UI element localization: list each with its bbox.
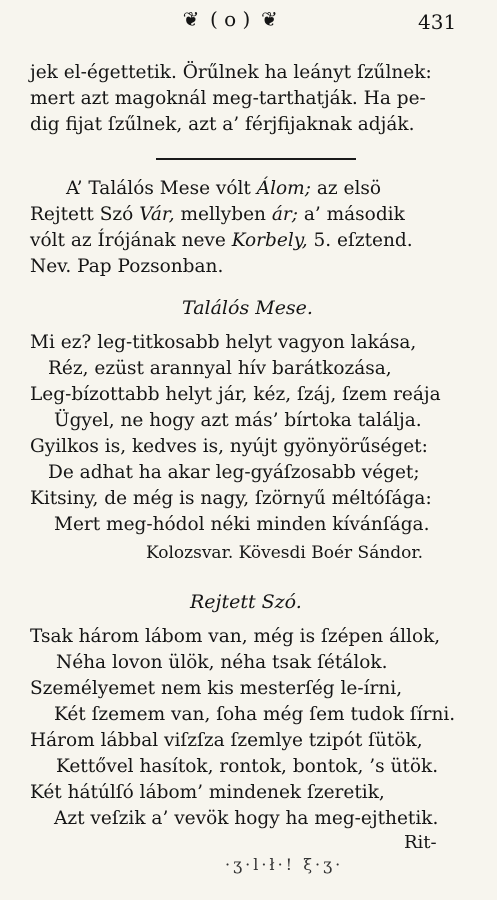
solution-text: A’ Találós Mese vólt [66, 178, 257, 199]
solution-answer: Álom; [256, 178, 311, 199]
riddle-verse-line: Réz, ezüst arannyal hív barátkozása, [48, 358, 392, 379]
solution-line-4: Nev. Pap Pozsonban. [30, 256, 224, 277]
intro-line: dig fijat ſzűlnek, azt a’ férjfijaknak adják. [30, 114, 415, 135]
solution-text: az elsö [310, 178, 381, 199]
header-ornament [178, 6, 338, 32]
section-divider [156, 158, 356, 160]
riddle-verse-line: Gyilkos is, kedves is, nyújt gyönyörűséget: [30, 436, 428, 457]
solution-text: Rejtett Szó [30, 204, 140, 225]
solution-line-3 [30, 230, 413, 252]
hidden-word-verse-line: Kettővel hasítok, rontok, bontok, ’s ütök. [56, 756, 439, 777]
riddle-verse-line: Mi ez? leg-titkosabb helyt vagyon lakása, [30, 332, 417, 353]
solution-answer: ár; [271, 204, 298, 225]
fleuron-right-icon: ❦ [260, 7, 278, 31]
solution-text: 5. eſztend. [307, 230, 413, 251]
solution-line-2 [30, 204, 405, 226]
hidden-word-verse-line: Három lábbal viſzſza ſzemlye tzipót ſütök, [30, 730, 423, 751]
hidden-word-verse-line: Két ſzemem van, ſoha még ſem tudok ſírni. [54, 704, 456, 725]
page-bottom-smudge: ·ʒ·l·ł·! ξ·ʒ· [225, 855, 344, 874]
riddle-signature: Kolozsvar. Kövesdi Boér Sándor. [146, 543, 424, 563]
solution-text: a’ második [297, 204, 405, 225]
solution-text: vólt az Írójának neve [30, 230, 232, 251]
hidden-word-verse-line: Néha lovon ülök, néha tsak ſétálok. [56, 652, 388, 673]
hidden-word-verse-line: Két hátúlſó lábom’ mindenek ſzeretik, [30, 782, 385, 803]
solution-author: Korbely, [231, 230, 308, 251]
solution-answer: Vár, [139, 204, 175, 225]
riddle-title: Találós Mese. [182, 297, 313, 319]
hidden-word-title: Rejtett Szó. [190, 591, 302, 613]
page-number: 431 [418, 10, 457, 34]
solution-line-1 [66, 178, 381, 200]
riddle-verse-line: Ügyel, ne hogy azt más’ bírtoka találja. [54, 410, 422, 431]
catchword: Rit- [404, 832, 437, 853]
intro-line: jek el-égettetik. Örűlnek ha leányt ſzűlnek: [30, 62, 432, 83]
intro-line: mert azt magoknál meg-tarthatják. Ha pe- [30, 88, 426, 109]
header-center-ornament: ( o ) [210, 7, 251, 31]
hidden-word-verse-line: Személyemet nem kis mesterſég le-írni, [30, 678, 403, 699]
riddle-verse-line: Mert meg-hódol néki minden kívánſága. [54, 514, 430, 535]
hidden-word-verse-line: Azt veſzik a’ vevök hogy ha meg-ejthetik. [54, 808, 439, 829]
riddle-verse-line: Kitsiny, de még is nagy, ſzörnyű méltóſága: [30, 488, 432, 509]
riddle-verse-line: Leg-bízottabb helyt jár, kéz, ſzáj, ſzem reája [30, 384, 441, 405]
solution-text: mellyben [174, 204, 272, 225]
riddle-verse-line: De adhat ha akar leg-gyáſzosabb véget; [48, 462, 420, 483]
fleuron-left-icon: ❦ [182, 7, 200, 31]
hidden-word-verse-line: Tsak három lábom van, még is ſzépen állok, [30, 626, 441, 647]
